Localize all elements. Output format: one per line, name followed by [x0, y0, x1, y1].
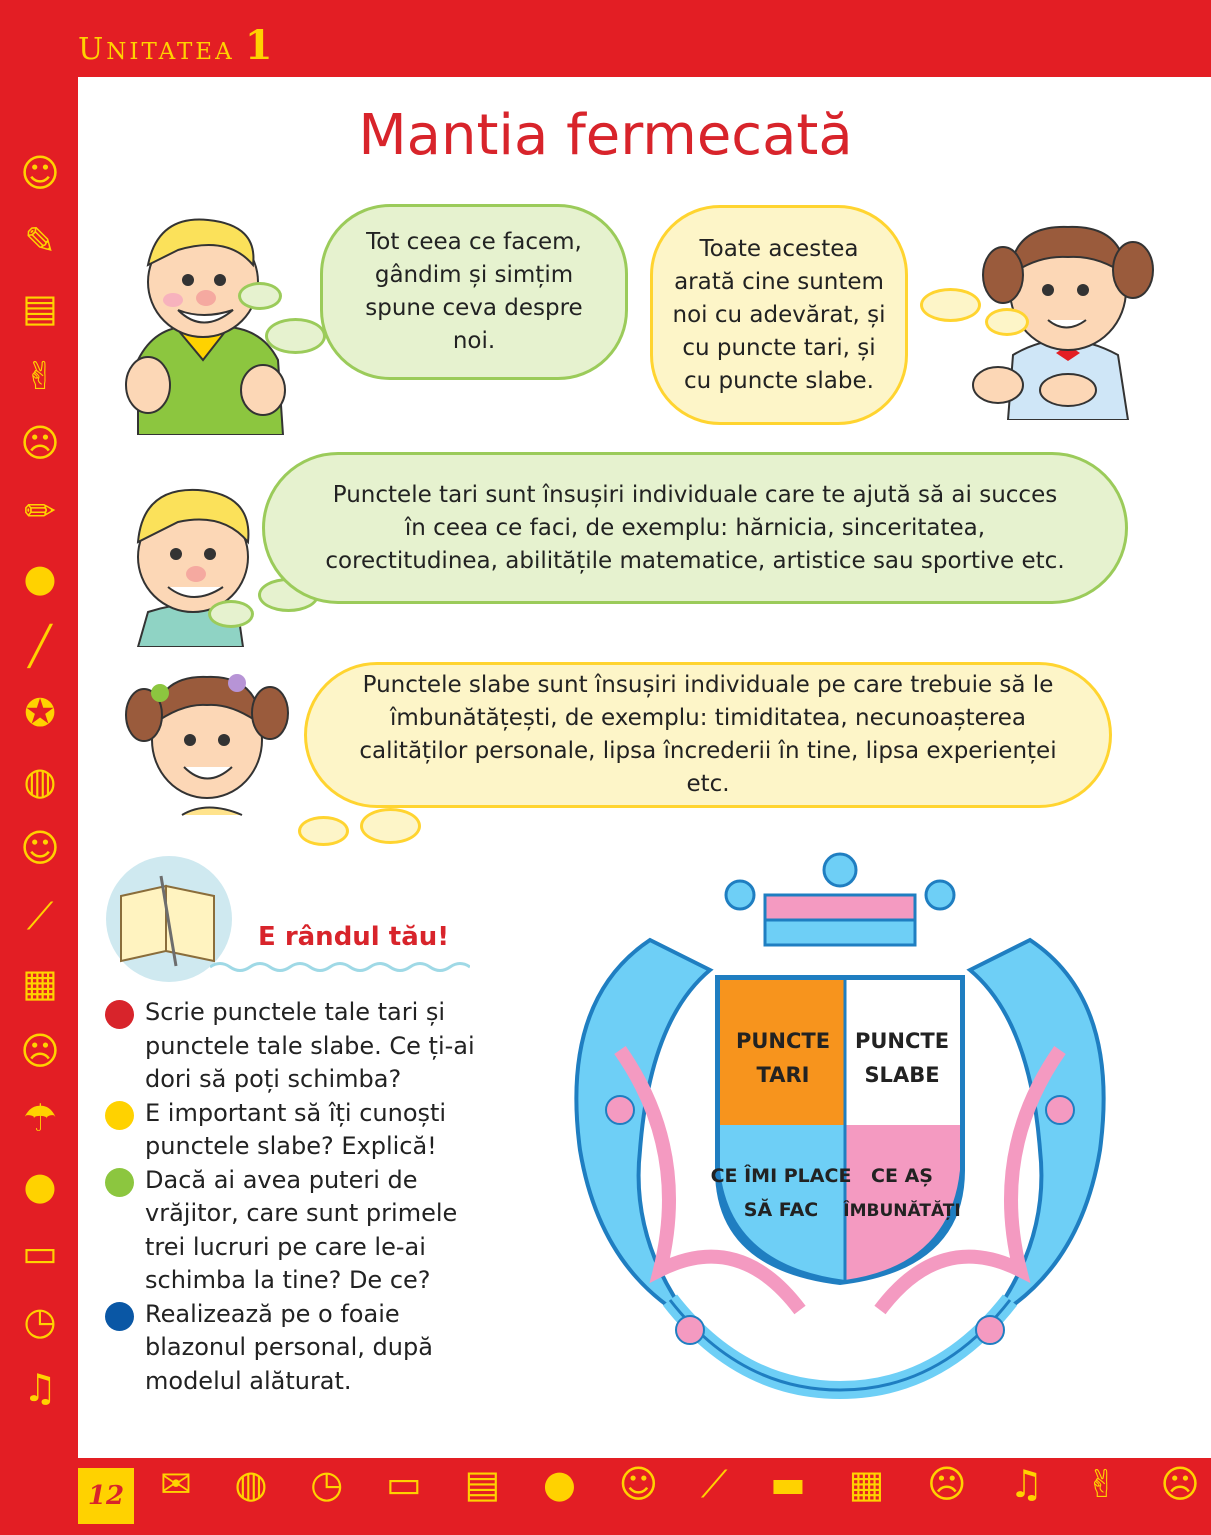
toothbrush-icon: ⟋ [26, 893, 54, 938]
medal-icon: ✪ [24, 691, 56, 735]
yellow-bullet-icon [105, 1101, 134, 1130]
thought-puff [208, 600, 254, 628]
green-bullet-icon [105, 1168, 134, 1197]
crest-q2-line1: PUNCTE [854, 1029, 950, 1053]
girl-face-illustration [122, 655, 292, 825]
unit-header [78, 22, 276, 69]
flute-icon: ╱ [28, 623, 52, 668]
task-item: Realizează pe o foaie blazonul personal, după modelul alăturat. [105, 1298, 505, 1399]
thought-puff [298, 816, 349, 846]
blue-bullet-icon [105, 1302, 134, 1331]
task-item: Dacă ai avea puteri de vrăjitor, care sunt primele trei lucruri pe care le-ai schimba la tine? De ce? [105, 1164, 505, 1298]
side-icon-strip [10, 140, 70, 1423]
bubble-text: Punctele tari sunt însușiri individuale care te ajută să ai succes în ceea ce faci, de exemplu: hărnicia, sinceritatea, corectitudinea, abilitățile matematice, artistice sau sportive etc. [325, 481, 1065, 574]
bubble-text: Punctele slabe sunt însușiri individuale pe care trebuie să le îmbunătățești, de exemplu: timiditatea, necunoașterea calităților personale, lipsa încrederii în tine, lipsa experienței etc. [359, 672, 1057, 797]
clock-icon: ◷ [23, 1298, 57, 1343]
shower-icon: ☂ [22, 1096, 58, 1140]
pencil-icon: ✏ [24, 488, 56, 533]
neutral-face-icon: ☺ [20, 826, 60, 870]
wave-divider [210, 960, 470, 974]
sad-face-icon: ☹ [20, 1028, 60, 1073]
palette-icon: ◍ [23, 758, 57, 803]
coat-of-arms-diagram [540, 850, 1140, 1420]
page-number: 12 [78, 1468, 134, 1524]
apple-icon: ● [23, 1163, 57, 1208]
unit-number: 1 [244, 22, 276, 69]
crest-q3-line2: SĂ FAC [743, 1199, 819, 1221]
smiley-icon: ☺ [618, 1462, 659, 1506]
ticket-icon: ▭ [385, 1462, 422, 1506]
crest-q1-line1: PUNCTE [735, 1029, 831, 1053]
sad-face-icon: ☹ [927, 1462, 967, 1506]
notebook-icon: ▤ [22, 286, 58, 330]
thought-puff [920, 288, 981, 322]
thought-puff [265, 318, 326, 354]
task-item: Scrie punctele tale tari și punctele tale slabe. Ce ți-ai dori să poți schimba? [105, 996, 505, 1097]
bubble-text: Tot ceea ce facem, gândim și simțim spune ceva despre noi. [365, 229, 583, 354]
thought-puff [360, 808, 421, 844]
unit-word-initial: U [78, 32, 107, 67]
your-turn-heading: E rândul tău! [258, 922, 450, 952]
apple-icon: ● [23, 556, 57, 600]
brush-icon: ✎ [24, 218, 56, 263]
speech-bubble-self [320, 204, 628, 380]
crest-q4-line1: CE AȘ [871, 1165, 933, 1187]
toothbrush-icon: ⟋ [700, 1462, 728, 1506]
ticket-icon: ▭ [22, 1231, 58, 1275]
speech-bubble-strengths [262, 452, 1128, 604]
crest-q2-line2: SLABE [864, 1063, 940, 1087]
apple-icon: ● [542, 1462, 577, 1506]
victory-hand-icon: ✌ [1085, 1462, 1118, 1506]
smiley-icon: ☺ [20, 151, 60, 195]
crest-q1-line2: TARI [756, 1063, 810, 1087]
crest-q4-line2: ÎMBUNĂTĂȚI [843, 1201, 961, 1221]
music-note-icon: ♫ [1009, 1462, 1044, 1506]
task-list [105, 996, 505, 1398]
victory-hand-icon: ✌ [24, 353, 56, 398]
envelope-icon: ✉ [160, 1462, 192, 1506]
red-bullet-icon [105, 1000, 134, 1029]
calendar-icon: ▦ [848, 1462, 885, 1506]
thought-puff [238, 282, 282, 310]
page-title: Mantia fermecată [358, 103, 853, 168]
calendar-icon: ▦ [22, 961, 58, 1005]
crest-q3-line1: CE ÎMI PLACE [710, 1165, 852, 1187]
notebook-icon: ▤ [464, 1462, 501, 1506]
boy-illustration [118, 210, 288, 435]
thought-puff [985, 308, 1029, 336]
unit-word-rest: NITATEA [106, 39, 235, 65]
music-note-icon: ♫ [22, 1366, 58, 1410]
clock-icon: ◷ [310, 1462, 344, 1506]
palette-icon: ◍ [234, 1462, 268, 1506]
bubble-text: Toate acestea arată cine suntem noi cu adevărat, și cu puncte tari, și cu puncte slabe. [672, 235, 886, 394]
speech-bubble-who-we-are [650, 205, 908, 425]
book-icon: ▬ [770, 1462, 806, 1506]
sad-face-icon: ☹ [20, 421, 60, 465]
bottom-icon-strip [160, 1462, 1200, 1507]
speech-bubble-weaknesses [304, 662, 1112, 808]
task-item: E important să îți cunoști punctele slabe? Explică! [105, 1097, 505, 1164]
sad-face-icon: ☹ [1160, 1462, 1200, 1506]
